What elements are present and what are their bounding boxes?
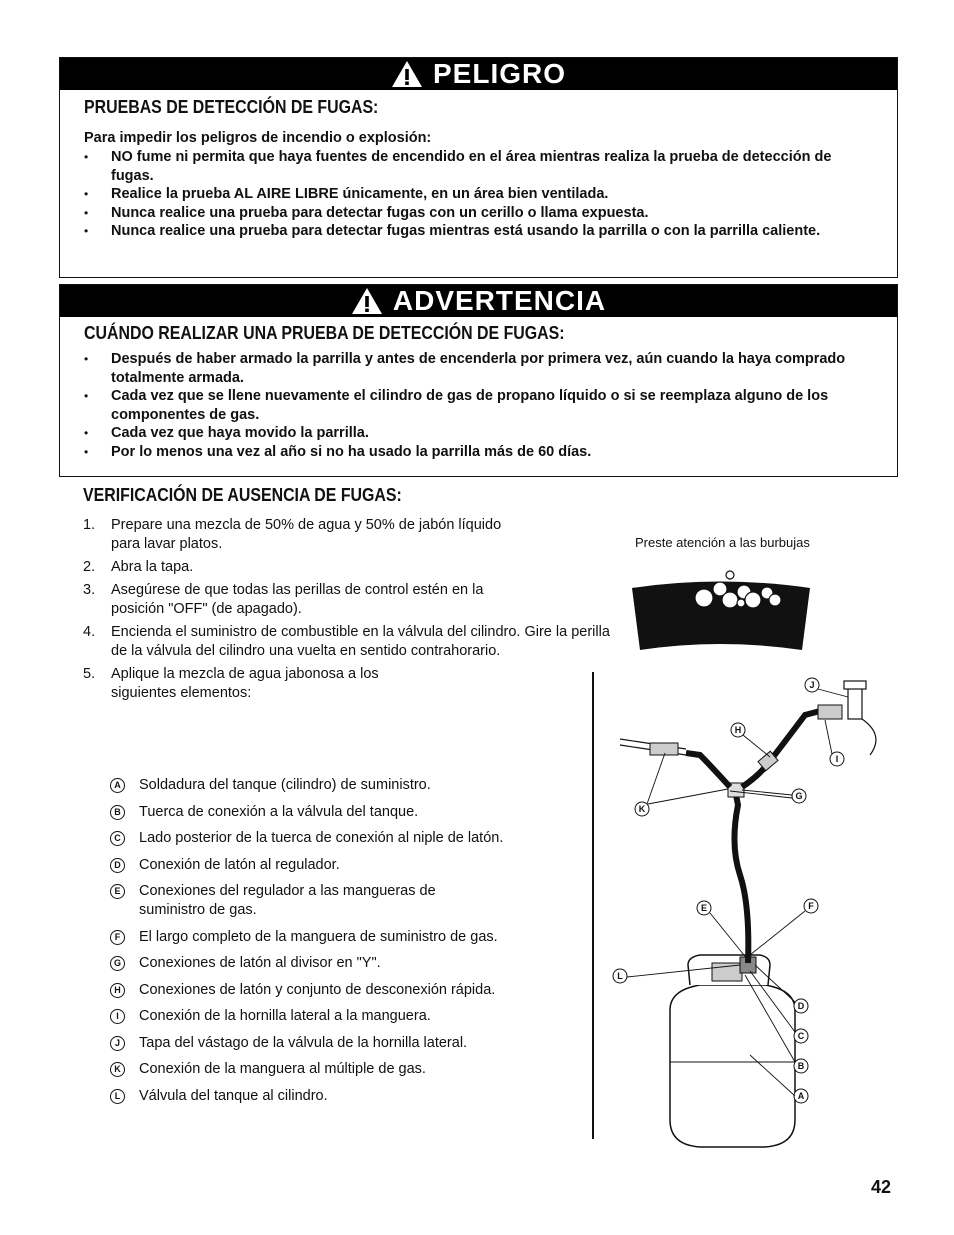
part-text: El largo completo de la manguera de suministro de gas.	[139, 928, 498, 945]
callout-letter: C	[110, 831, 125, 846]
tank-hose-diagram	[600, 665, 900, 1155]
list-item	[110, 776, 580, 795]
bubbles-caption: Preste atención a las burbujas	[635, 535, 810, 550]
list-item: • Después de haber armado la parrilla y antes de encenderla por primera vez, aún cuando la haya comprado totalmente armada.	[60, 350, 880, 387]
callout-letter: D	[110, 858, 125, 873]
list-item	[110, 1087, 580, 1106]
callout-b: B	[797, 1061, 805, 1071]
warning-triangle-icon	[351, 287, 383, 315]
step-number: 3.	[83, 582, 96, 598]
propane-tank	[670, 955, 795, 1147]
list-item	[110, 981, 580, 1000]
list-item	[110, 954, 580, 973]
callout-letter: H	[110, 983, 125, 998]
callout-letter: E	[110, 884, 125, 899]
part-text: Conexión de la hornilla lateral a la manguera.	[139, 1008, 431, 1024]
callout-h: H	[734, 725, 742, 735]
part-text: Conexiones del regulador a las mangueras de suministro de gas.	[139, 883, 436, 918]
callout-f: F	[808, 901, 814, 911]
part-text: Válvula del tanque al cilindro.	[139, 1087, 328, 1104]
list-item	[110, 856, 580, 875]
part-text: Conexiones de latón y conjunto de desconexión rápida.	[139, 981, 496, 998]
danger-heading: PRUEBAS DE DETECCIÓN DE FUGAS:	[84, 96, 379, 117]
list-item: • Nunca realice una prueba para detectar fugas mientras está usando la parrilla o con la parrilla caliente.	[60, 222, 860, 241]
warning-box	[59, 284, 898, 477]
list-item	[83, 581, 531, 619]
list-item	[110, 1060, 580, 1079]
callout-l: L	[617, 971, 623, 981]
danger-box	[59, 57, 898, 278]
callout-letter: F	[110, 930, 125, 945]
parts-list	[110, 776, 580, 1113]
warning-bullet-list	[60, 350, 880, 461]
list-item: • NO fume ni permita que haya fuentes de encendido en el área mientras realiza la prueba de detección de fugas.	[60, 148, 860, 185]
callout-k: K	[638, 804, 646, 814]
callout-letter: L	[110, 1089, 125, 1104]
danger-bullet-list	[60, 148, 860, 241]
list-item	[83, 623, 616, 661]
callout-j: J	[809, 680, 815, 690]
list-item	[110, 1007, 580, 1026]
divider-line	[592, 672, 594, 1139]
callout-d: D	[797, 1001, 805, 1011]
part-text: Tapa del vástago de la válvula de la hornilla lateral.	[139, 1034, 468, 1051]
warning-banner-label: ADVERTENCIA	[392, 285, 607, 316]
list-item	[110, 1034, 580, 1053]
danger-lead: Para impedir los peligros de incendio o explosión:	[84, 130, 432, 146]
list-item: • Cada vez que se llene nuevamente el cilindro de gas de propano líquido o si se reemplaza alguno de los componentes de gas.	[60, 387, 880, 424]
list-item	[83, 516, 511, 554]
list-item	[110, 928, 580, 947]
part-text: Tuerca de conexión a la válvula del tanque.	[139, 803, 419, 820]
list-item: • Realice la prueba AL AIRE LIBRE únicamente, en un área bien ventilada.	[60, 185, 860, 204]
callout-e: E	[700, 903, 708, 913]
list-item	[110, 803, 580, 822]
list-item: • Por lo menos una vez al año si no ha usado la parrilla más de 60 días.	[60, 443, 880, 462]
callout-g: G	[795, 791, 803, 801]
step-number: 2.	[83, 559, 96, 575]
warning-banner	[60, 285, 897, 317]
bubbles-illustration	[620, 560, 820, 655]
supply-hose	[734, 795, 748, 963]
step-text: Abra la tapa.	[111, 559, 194, 575]
part-text: Conexión de la manguera al múltiple de gas.	[139, 1061, 426, 1077]
step-text: Asegúrese de que todas las perillas de control estén en la posición "OFF" (de apagado).	[111, 582, 484, 617]
list-item	[83, 558, 603, 577]
step-number: 5.	[83, 666, 96, 682]
list-item	[83, 665, 411, 703]
right-hose	[742, 711, 820, 787]
verification-heading: VERIFICACIÓN DE AUSENCIA DE FUGAS:	[83, 484, 402, 505]
step-text: Encienda el suministro de combustible en la válvula del cilindro. Gire la perilla de la válvula del cilindro una vuelta en sentido contrahorario.	[111, 624, 610, 659]
step-number: 1.	[83, 517, 96, 533]
danger-banner	[60, 58, 897, 90]
side-burner-valve	[844, 681, 876, 755]
list-item: • Nunca realice una prueba para detectar fugas con un cerillo o llama expuesta.	[60, 204, 860, 223]
steps-list	[83, 516, 610, 707]
step-text: Prepare una mezcla de 50% de agua y 50% de jabón líquido para lavar platos.	[111, 517, 502, 552]
list-item	[110, 829, 580, 848]
left-hose	[686, 753, 730, 787]
step-number: 4.	[83, 624, 96, 640]
part-text: Lado posterior de la tuerca de conexión al niple de latón.	[139, 830, 504, 846]
callout-letter: K	[110, 1062, 125, 1077]
page-number: 42	[871, 1177, 892, 1197]
part-text: Conexiones de latón al divisor en "Y".	[139, 955, 381, 971]
callout-i: I	[835, 754, 839, 764]
callout-c: C	[797, 1031, 805, 1041]
list-item	[110, 882, 499, 920]
list-item: • Cada vez que haya movido la parrilla.	[60, 424, 880, 443]
callout-letter: J	[110, 1036, 125, 1051]
callout-letter: G	[110, 956, 125, 971]
warning-triangle-icon	[391, 60, 423, 88]
part-text: Soldadura del tanque (cilindro) de suministro.	[139, 777, 431, 793]
step-text: Aplique la mezcla de agua jabonosa a los siguientes elementos:	[111, 666, 379, 701]
callout-letter: I	[110, 1009, 125, 1024]
danger-banner-label: PELIGRO	[432, 58, 566, 89]
callout-letter: B	[110, 805, 125, 820]
part-text: Conexión de latón al regulador.	[139, 856, 340, 873]
warning-heading: CUÁNDO REALIZAR UNA PRUEBA DE DETECCIÓN DE FUGAS:	[84, 322, 565, 343]
callout-a: A	[797, 1091, 805, 1101]
callout-letter: A	[110, 778, 125, 793]
